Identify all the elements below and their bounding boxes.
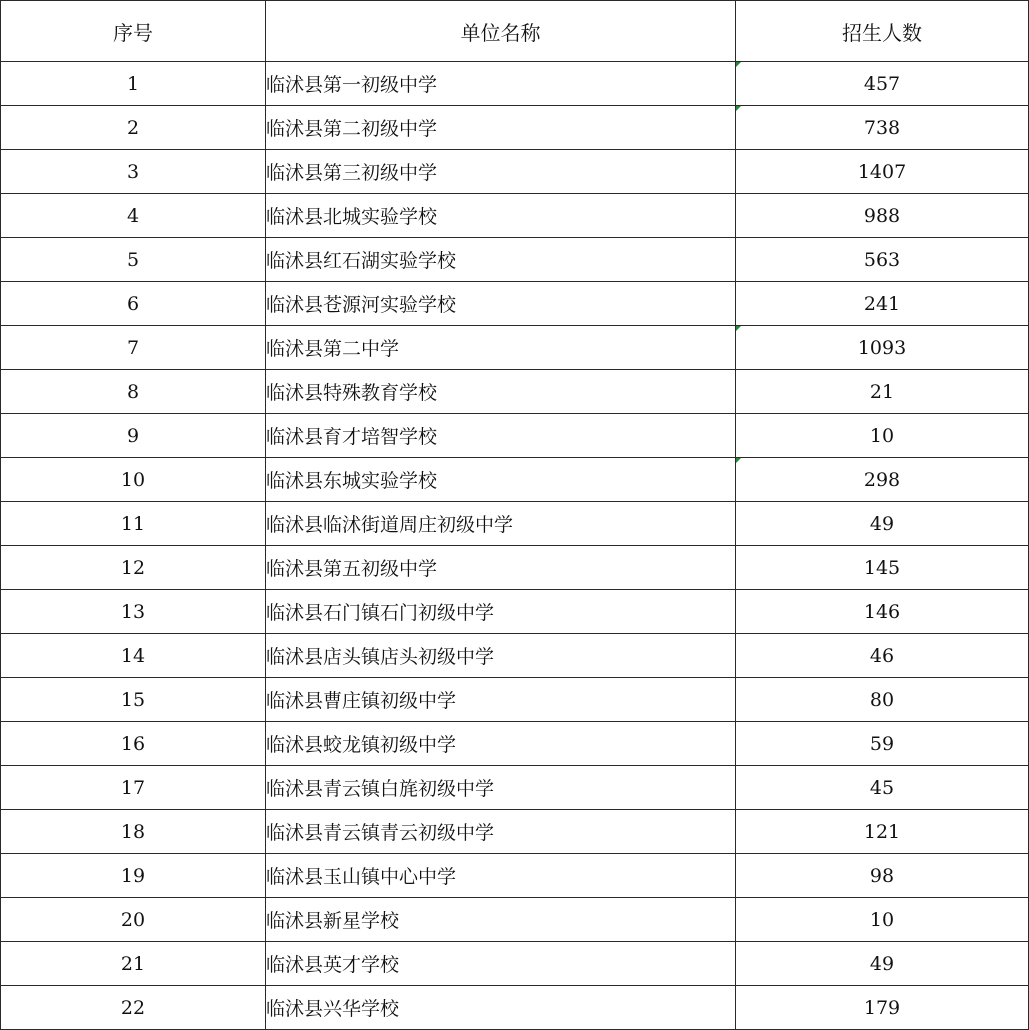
serial-number-cell[interactable]: 20 — [1, 898, 266, 942]
enrollment-count-cell[interactable] — [736, 898, 1029, 942]
cell-comment-indicator-icon — [736, 62, 741, 67]
enrollment-count-value: 10 — [869, 424, 895, 447]
enrollment-count-value: 59 — [869, 732, 895, 755]
enrollment-count-cell[interactable] — [736, 238, 1029, 282]
serial-number-cell[interactable]: 1 — [1, 62, 266, 106]
enrollment-count-cell[interactable] — [736, 62, 1029, 106]
unit-name-cell[interactable]: 临沭县玉山镇中心中学 — [266, 854, 736, 898]
enrollment-count-value: 49 — [869, 512, 895, 535]
enrollment-count-cell[interactable] — [736, 942, 1029, 986]
enrollment-count-cell[interactable] — [736, 150, 1029, 194]
header-serial-number[interactable]: 序号 — [1, 1, 266, 62]
unit-name-cell[interactable]: 临沭县第一初级中学 — [266, 62, 736, 106]
table-row — [1, 722, 1029, 766]
table-row — [1, 766, 1029, 810]
serial-number-cell[interactable]: 11 — [1, 502, 266, 546]
unit-name-cell[interactable]: 临沭县新星学校 — [266, 898, 736, 942]
serial-number-cell[interactable]: 8 — [1, 370, 266, 414]
enrollment-count-cell[interactable] — [736, 326, 1029, 370]
serial-number-cell[interactable]: 9 — [1, 414, 266, 458]
table-row — [1, 942, 1029, 986]
enrollment-count-cell[interactable] — [736, 722, 1029, 766]
enrollment-count-value: 98 — [869, 864, 895, 887]
table-row — [1, 986, 1029, 1030]
enrollment-count-value: 563 — [863, 248, 901, 271]
serial-number-cell[interactable]: 14 — [1, 634, 266, 678]
enrollment-count-cell[interactable] — [736, 766, 1029, 810]
unit-name-cell[interactable]: 临沭县北城实验学校 — [266, 194, 736, 238]
enrollment-count-cell[interactable] — [736, 414, 1029, 458]
unit-name-cell[interactable]: 临沭县红石湖实验学校 — [266, 238, 736, 282]
serial-number-cell[interactable]: 10 — [1, 458, 266, 502]
enrollment-count-cell[interactable] — [736, 634, 1029, 678]
unit-name-cell[interactable]: 临沭县蛟龙镇初级中学 — [266, 722, 736, 766]
enrollment-count-cell[interactable] — [736, 282, 1029, 326]
unit-name-cell[interactable]: 临沭县第三初级中学 — [266, 150, 736, 194]
unit-name-cell[interactable]: 临沭县东城实验学校 — [266, 458, 736, 502]
serial-number-cell[interactable]: 6 — [1, 282, 266, 326]
enrollment-count-value: 80 — [869, 688, 895, 711]
unit-name-cell[interactable]: 临沭县兴华学校 — [266, 986, 736, 1030]
enrollment-count-cell[interactable] — [736, 590, 1029, 634]
table-row — [1, 194, 1029, 238]
enrollment-count-cell[interactable] — [736, 370, 1029, 414]
unit-name-cell[interactable]: 临沭县店头镇店头初级中学 — [266, 634, 736, 678]
enrollment-count-value: 298 — [863, 468, 901, 491]
table-row — [1, 282, 1029, 326]
table-row — [1, 502, 1029, 546]
serial-number-cell[interactable]: 7 — [1, 326, 266, 370]
serial-number-cell[interactable]: 16 — [1, 722, 266, 766]
enrollment-count-value: 145 — [863, 556, 901, 579]
table-row — [1, 810, 1029, 854]
enrollment-count-cell[interactable] — [736, 546, 1029, 590]
serial-number-cell[interactable]: 22 — [1, 986, 266, 1030]
serial-number-cell[interactable]: 17 — [1, 766, 266, 810]
enrollment-count-value: 146 — [863, 600, 901, 623]
serial-number-cell[interactable]: 2 — [1, 106, 266, 150]
enrollment-count-value: 10 — [869, 908, 895, 931]
table-row — [1, 678, 1029, 722]
unit-name-cell[interactable]: 临沭县特殊教育学校 — [266, 370, 736, 414]
serial-number-cell[interactable]: 4 — [1, 194, 266, 238]
table-row — [1, 150, 1029, 194]
cell-comment-indicator-icon — [736, 458, 741, 463]
enrollment-count-value: 179 — [863, 996, 901, 1019]
unit-name-cell[interactable]: 临沭县曹庄镇初级中学 — [266, 678, 736, 722]
table-row — [1, 414, 1029, 458]
enrollment-count-value: 988 — [863, 204, 901, 227]
enrollment-count-cell[interactable] — [736, 106, 1029, 150]
table-row — [1, 238, 1029, 282]
header-unit-name[interactable]: 单位名称 — [266, 1, 736, 62]
table-row — [1, 634, 1029, 678]
table-row — [1, 898, 1029, 942]
enrollment-count-cell[interactable] — [736, 986, 1029, 1030]
unit-name-cell[interactable]: 临沭县第二中学 — [266, 326, 736, 370]
enrollment-count-value: 49 — [869, 952, 895, 975]
enrollment-count-value: 45 — [869, 776, 895, 799]
table-row — [1, 546, 1029, 590]
serial-number-cell[interactable]: 3 — [1, 150, 266, 194]
enrollment-count-value: 457 — [863, 72, 901, 95]
unit-name-cell[interactable]: 临沭县苍源河实验学校 — [266, 282, 736, 326]
serial-number-cell[interactable]: 12 — [1, 546, 266, 590]
cell-comment-indicator-icon — [736, 326, 741, 331]
unit-name-cell[interactable]: 临沭县英才学校 — [266, 942, 736, 986]
enrollment-count-cell[interactable] — [736, 854, 1029, 898]
table-row — [1, 106, 1029, 150]
cell-comment-indicator-icon — [736, 106, 741, 111]
table-row — [1, 370, 1029, 414]
enrollment-count-value: 46 — [869, 644, 895, 667]
enrollment-count-cell[interactable] — [736, 810, 1029, 854]
table-row — [1, 854, 1029, 898]
enrollment-count-cell[interactable] — [736, 458, 1029, 502]
enrollment-count-value: 1407 — [857, 160, 907, 183]
enrollment-count-cell[interactable] — [736, 678, 1029, 722]
unit-name-cell[interactable]: 临沭县育才培智学校 — [266, 414, 736, 458]
unit-name-cell[interactable]: 临沭县第二初级中学 — [266, 106, 736, 150]
table-header — [1, 1, 1029, 62]
serial-number-cell[interactable]: 5 — [1, 238, 266, 282]
enrollment-count-value: 241 — [863, 292, 901, 315]
unit-name-cell[interactable]: 临沭县石门镇石门初级中学 — [266, 590, 736, 634]
enrollment-count-value: 738 — [863, 116, 901, 139]
header-row — [1, 1, 1029, 62]
table-row — [1, 62, 1029, 106]
unit-name-cell[interactable]: 临沭县第五初级中学 — [266, 546, 736, 590]
unit-name-cell[interactable]: 临沭县临沭街道周庄初级中学 — [266, 502, 736, 546]
header-enrollment-count[interactable]: 招生人数 — [736, 1, 1029, 62]
table-row — [1, 458, 1029, 502]
enrollment-count-value: 21 — [869, 380, 895, 403]
table-body — [1, 62, 1029, 1030]
unit-name-cell[interactable]: 临沭县青云镇青云初级中学 — [266, 810, 736, 854]
serial-number-cell[interactable]: 13 — [1, 590, 266, 634]
table-row — [1, 326, 1029, 370]
enrollment-count-cell[interactable] — [736, 194, 1029, 238]
serial-number-cell[interactable]: 21 — [1, 942, 266, 986]
enrollment-count-value: 1093 — [857, 336, 907, 359]
table-row — [1, 590, 1029, 634]
serial-number-cell[interactable]: 19 — [1, 854, 266, 898]
enrollment-count-cell[interactable] — [736, 502, 1029, 546]
serial-number-cell[interactable]: 18 — [1, 810, 266, 854]
unit-name-cell[interactable]: 临沭县青云镇白旄初级中学 — [266, 766, 736, 810]
serial-number-cell[interactable]: 15 — [1, 678, 266, 722]
enrollment-count-value: 121 — [863, 820, 901, 843]
